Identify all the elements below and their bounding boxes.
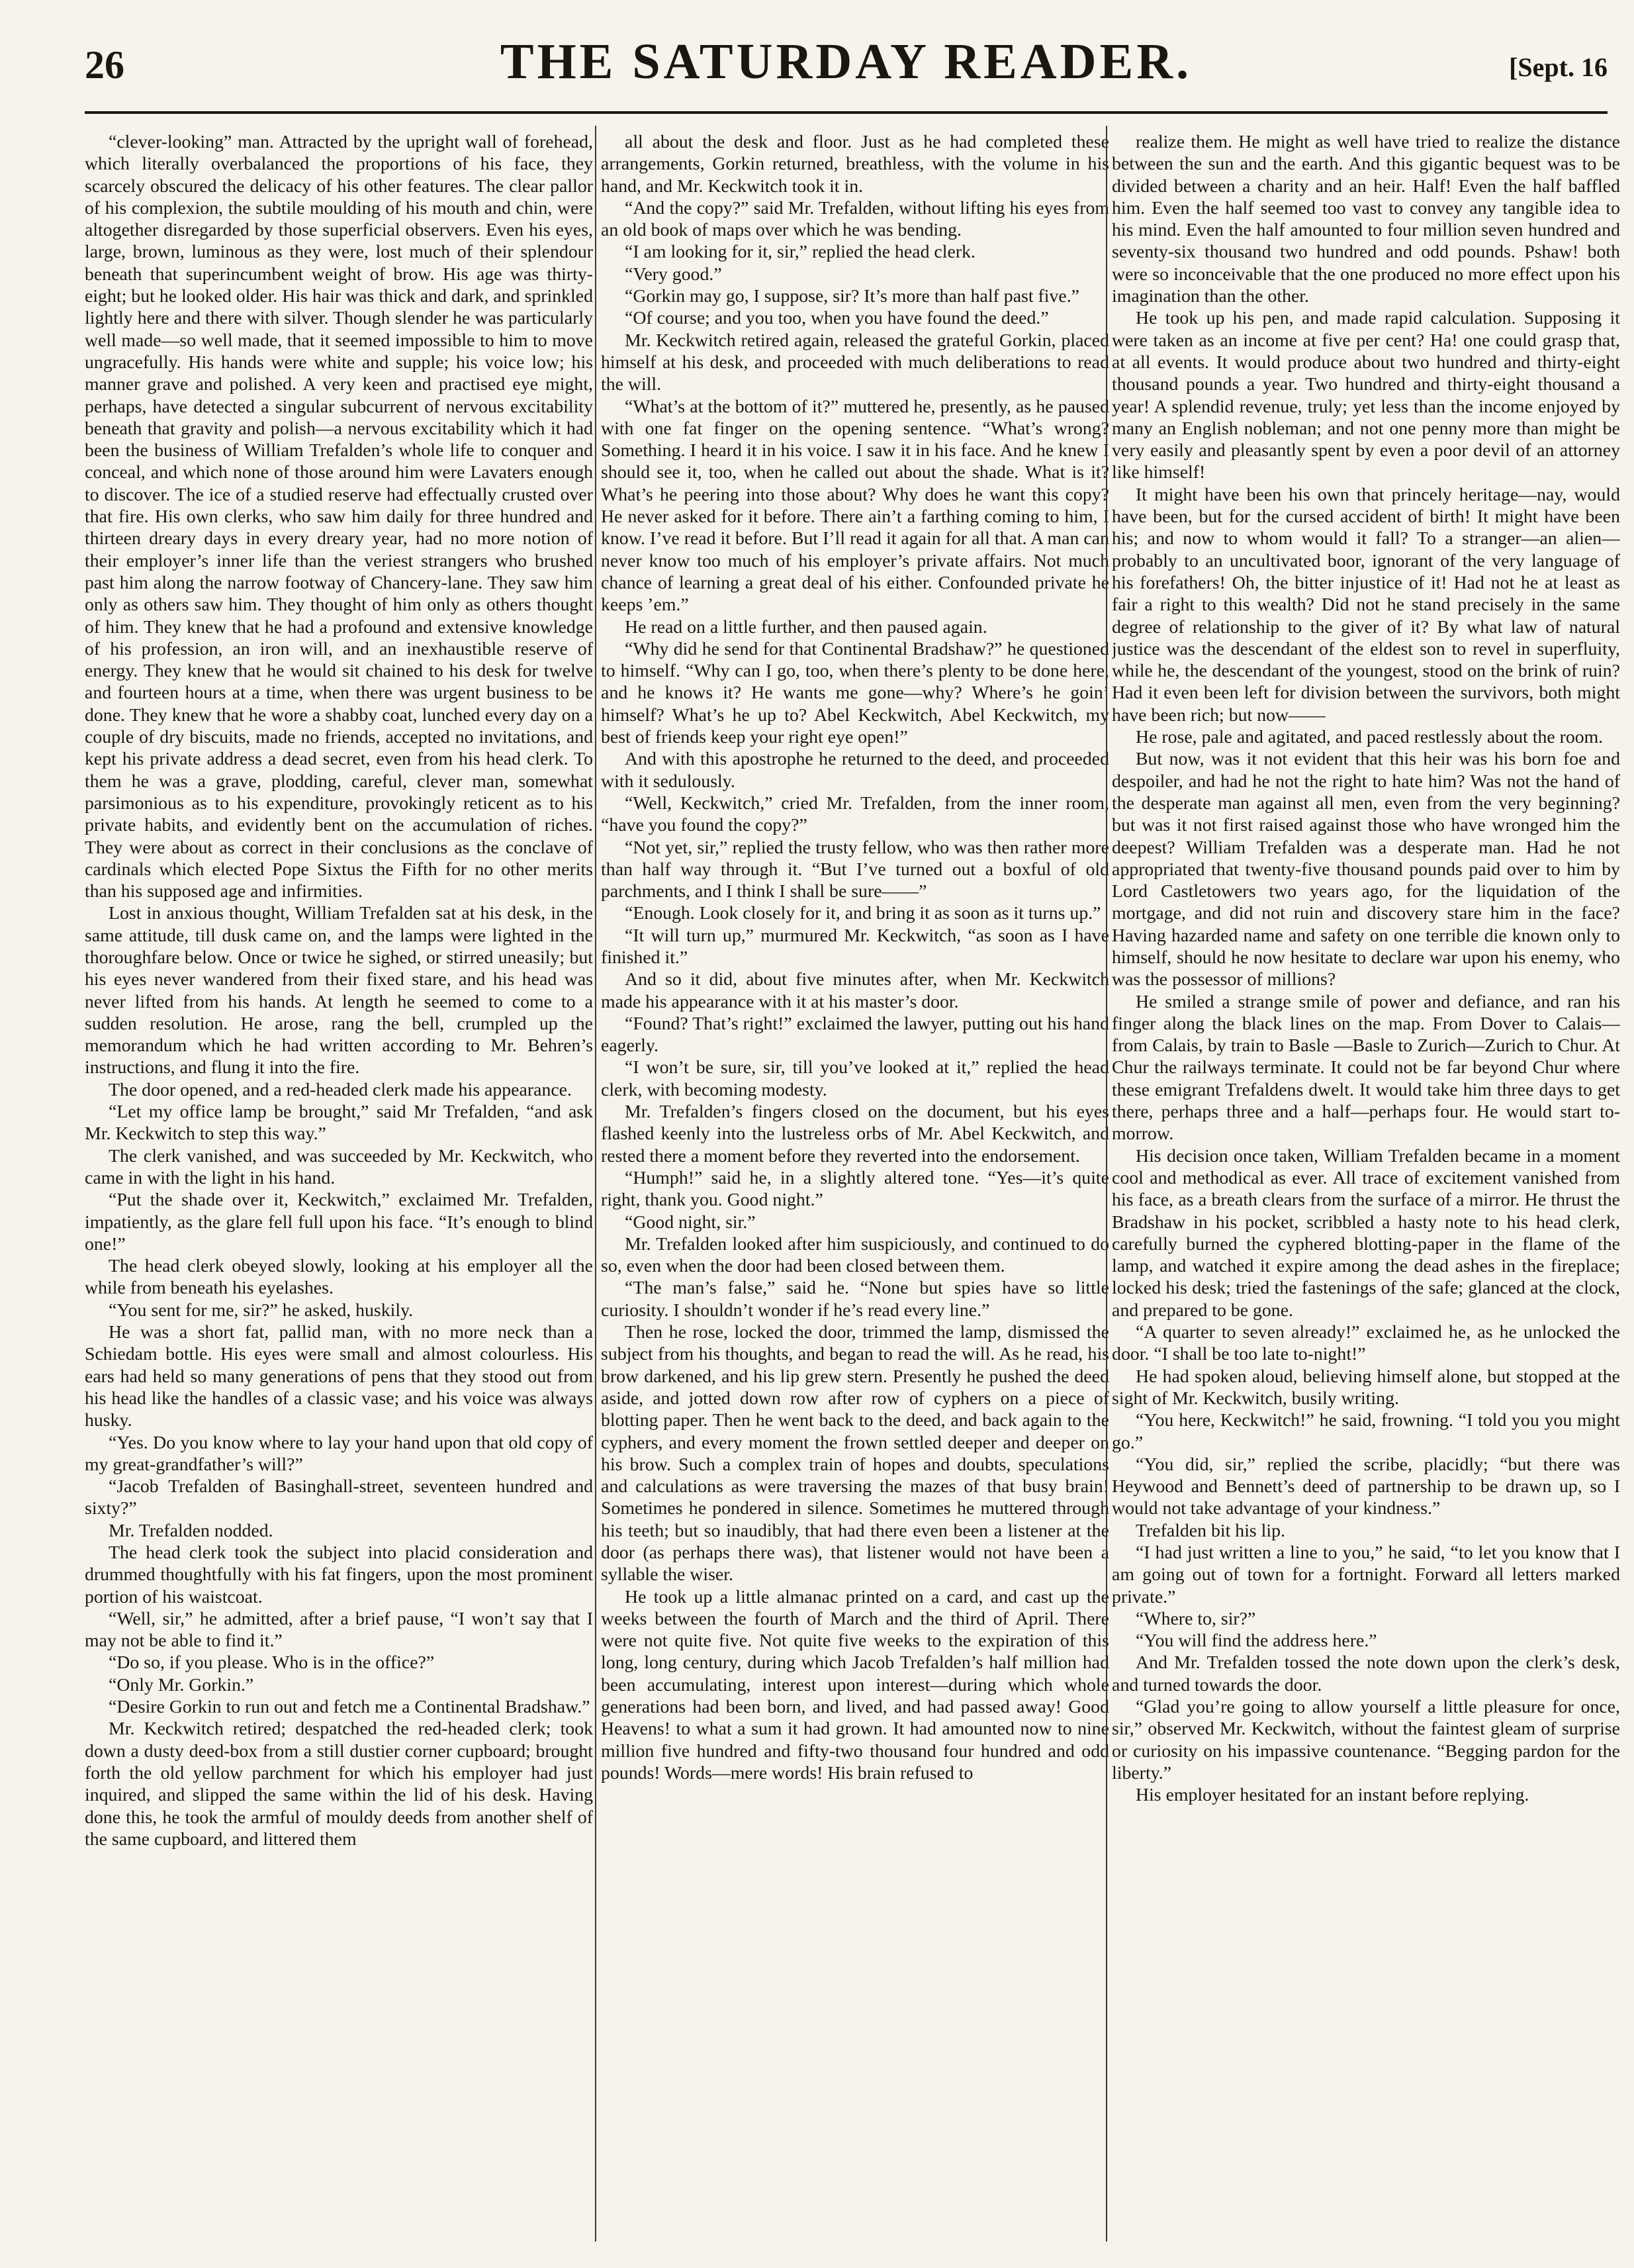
column-divider — [1106, 126, 1107, 2242]
article-paragraph: And Mr. Trefalden tossed the note down upon the clerk’s desk, and turned towards the door. — [1112, 1652, 1620, 1695]
article-paragraph: “A quarter to seven already!” exclaimed he, as he unlocked the door. “I shall be too late to-night!” — [1112, 1322, 1620, 1365]
article-paragraph: Trefalden bit his lip. — [1136, 1520, 1285, 1541]
article-paragraph: The head clerk obeyed slowly, looking at his employer all the while from beneath his eyelashes. — [85, 1256, 593, 1299]
issue-date: [Sept. 16 — [1509, 52, 1608, 82]
article-paragraph: Mr. Keckwitch retired; despatched the red-headed clerk; took down a dusty deed-box from a still dustier corner cupboard; brought forth the old yellow parchment for which his employer had just inquired, and slipped the same within the lid of his desk. Having done this, he took the armful of mouldy deeds from another shelf of the same cupboard, and littered them — [85, 1719, 593, 1850]
article-paragraph: “Good night, sir.” — [625, 1211, 756, 1233]
article-paragraph: He rose, pale and agitated, and paced restlessly about the room. — [1136, 727, 1604, 748]
article-paragraph: “Glad you’re going to allow yourself a little pleasure for once, sir,” observed Mr. Keckwitch, without the faintest gleam of surprise or curiosity on his impassive countenance. “Begging pardon for the liberty.” — [1112, 1697, 1620, 1783]
article-paragraph: He took up a little almanac printed on a card, and cast up the weeks between the fourth of March and the third of April. There were not quite five. Not quite five weeks to the expiration of this long, long century, during which Jacob Trefalden’s half million had been accumulating, interest upon interest—during which whole generations had been born, and lived, and had passed away! Good Heavens! to what a sum it had grown. It had amounted now to nine million five hundred and fifty-two thousand four hundred and odd pounds! Words—mere words! His brain refused to — [601, 1586, 1109, 1783]
article-paragraph: “Where to, sir?” — [1136, 1608, 1256, 1629]
article-paragraph: “It will turn up,” murmured Mr. Keckwitch, “as soon as I have finished it.” — [601, 925, 1109, 968]
article-paragraph: “Very good.” — [625, 263, 722, 285]
article-paragraph: Mr. Keckwitch retired again, released the grateful Gorkin, placed himself at his desk, and proceeded with much deliberations to read the will. — [601, 330, 1109, 395]
article-paragraph: “You will find the address here.” — [1136, 1630, 1377, 1652]
article-paragraph: “Found? That’s right!” exclaimed the lawyer, putting out his hand eagerly. — [601, 1013, 1109, 1057]
article-paragraph: “I am looking for it, sir,” replied the head clerk. — [625, 242, 976, 263]
article-paragraph: It might have been his own that princely heritage—nay, would have been, but for the cursed accident of birth! It might have been his; and now to whom would it fall? To a stranger—an alien—probably to an uncultivated boor, ignorant of the very language of his forefathers! Oh, the bitter injustice of it! Had not he at least as fair a right to this wealth? Did not he stand precisely in the same degree of relationship to the giver of it? By what law of natural justice was the descendant of the eldest son to revel in superfluity, while he, the descendant of the youngest, stood on the brink of ruin? Had it even been left for division between the survivors, both might have been rich; but now—— — [1112, 484, 1620, 726]
article-paragraph: “Of course; and you too, when you have found the deed.” — [625, 308, 1049, 329]
article-paragraph: “Well, sir,” he admitted, after a brief pause, “I won’t say that I may not be able to find it.” — [85, 1608, 593, 1652]
article-paragraph: Mr. Trefalden’s fingers closed on the document, but his eyes flashed keenly into the lustreless orbs of Mr. Abel Keckwitch, and rested there a moment before they reverted into the endorsement. — [601, 1102, 1109, 1166]
article-paragraph: His employer hesitated for an instant before replying. — [1136, 1785, 1529, 1806]
text-column-2 — [601, 131, 1109, 2236]
article-paragraph: He took up his pen, and made rapid calculation. Supposing it were taken as an income at five per cent? Ha! one could grasp that, at all events. It would produce about two hundred and thirty-eight thousand pounds a year. Two hundred and thirty-eight thousand a year! A splendid revenue, truly; yet less than the income enjoyed by many an English nobleman; and not one penny more than might be very easily and pleasantly spent by even a poor devil of an attorney like himself! — [1112, 308, 1620, 483]
column-divider — [595, 126, 596, 2242]
article-paragraph: Lost in anxious thought, William Trefalden sat at his desk, in the same attitude, till dusk came on, and the lamps were lighted in the thoroughfare below. Once or twice he sighed, or stirred uneasily; but his eyes never wandered from their fixed stare, and his head was never lifted from his hands. At length he seemed to come to a sudden resolution. He arose, rang the bell, crumpled up the memorandum which he had written according to Mr. Behren’s instructions, and flung it into the fire. — [85, 903, 593, 1078]
article-paragraph: “And the copy?” said Mr. Trefalden, without lifting his eyes from an old book of maps over which he was bending. — [601, 197, 1109, 241]
article-paragraph: “Humph!” said he, in a slightly altered tone. “Yes—it’s quite right, thank you. Good night.” — [601, 1167, 1109, 1211]
text-column-3 — [1112, 131, 1620, 2236]
header-rule — [85, 111, 1608, 114]
article-paragraph: “Gorkin may go, I suppose, sir? It’s more than half past five.” — [625, 286, 1080, 307]
article-paragraph: “You sent for me, sir?” he asked, huskily. — [109, 1299, 414, 1321]
article-paragraph: But now, was it not evident that this heir was his born foe and despoiler, and had he not the right to hate him? Was not the hand of the desperate man against all men, even from the very beginning? but was it not first raised against those who have wronged him the deepest? William Trefalden was a desperate man. Had he not appropriated that twenty-five thousand pounds paid over to him by Lord Castletowers two years ago, for the liquidation of the mortgage, and did not ruin and discovery stare him in the face? Having hazarded name and safety on one terrible die known only to himself, should he now hesitate to declare war upon his enemy, who was the possessor of millions? — [1112, 749, 1620, 990]
article-paragraph: He was a short fat, pallid man, with no more neck than a Schiedam bottle. His eyes were small and almost colourless. His ears had held so many generations of pens that they stood out from his head like the handles of a classic vase; and his voice was always husky. — [85, 1322, 593, 1431]
article-paragraph: “You here, Keckwitch!” he said, frowning. “I told you you might go.” — [1112, 1410, 1620, 1453]
article-paragraph: Mr. Trefalden looked after him suspiciously, and continued to do so, even when the door had been closed between them. — [601, 1233, 1109, 1277]
article-paragraph: And with this apostrophe he returned to the deed, and proceeded with it sedulously. — [601, 749, 1109, 792]
article-paragraph: “clever-looking” man. Attracted by the upright wall of forehead, which literally overbalanced the proportions of his face, they scarcely obscured the delicacy of his other features. The clear pallor of his complexion, the subtile moulding of his mouth and chin, were altogether disregarded by those superficial observers. Even his eyes, large, brown, luminous as they were, lost much of their splendour beneath that superincumbent weight of brow. His age was thirty-eight; but he looked older. His hair was thick and dark, and sprinkled lightly here and there with silver. Though slender he was particularly well made—so well made, that it seemed impossible to him to move ungracefully. His hands were white and supple; his voice low; his manner grave and polished. A very keen and practised eye might, perhaps, have detected a singular subcurrent of nervous excitability beneath that gravity and polish—a nervous excitability which it had been the business of William Trefalden’s whole life to conquer and conceal, and which none of those around him were Lavaters enough to discover. The ice of a studied reserve had effectually crusted over that fire. His own clerks, who saw him daily for three hundred and thirteen dreary days in every dreary year, had no more notion of their employer’s inner life than the veriest strangers who brushed past him along the narrow footway of Chancery-lane. They saw him only as others saw him. They thought of him only as others thought of him. They knew that he had a profound and extensive knowledge of his profession, an iron will, and an inexhaustible reserve of energy. They knew that he would sit chained to his desk for twelve and fourteen hours at a time, when there was urgent business to be done. They knew that he wore a shabby coat, lunched every day on a couple of dry biscuits, made no friends, accepted no invitations, and kept his private address a dead secret, even from his head clerk. To them he was a grave, plodding, careful, clever man, somewhat parsimonious as to his expenditure, provokingly reticent as to his private habits, and evidently bent on the accumulation of riches. They were about as correct in their conclusions as the conclave of cardinals which elected Pope Sixtus the Fifth for no other merits than his supposed age and infirmities. — [85, 132, 593, 902]
article-paragraph: He read on a little further, and then paused again. — [625, 616, 987, 638]
article-paragraph: “Well, Keckwitch,” cried Mr. Trefalden, from the inner room, “have you found the copy?” — [601, 792, 1109, 836]
article-paragraph: Mr. Trefalden nodded. — [109, 1520, 273, 1541]
article-paragraph: “Jacob Trefalden of Basinghall-street, seventeen hundred and sixty?” — [85, 1476, 593, 1519]
article-paragraph: “Put the shade over it, Keckwitch,” exclaimed Mr. Trefalden, impatiently, as the glare fell full upon his face. “It’s enough to blind one!” — [85, 1190, 593, 1254]
article-paragraph: “Not yet, sir,” replied the trusty fellow, who was then rather more than half way through it. “But I’ve turned out a boxful of old parchments, and I think I shall be sure——” — [601, 837, 1109, 902]
page-number: 26 — [85, 43, 124, 87]
article-paragraph: “What’s at the bottom of it?” muttered he, presently, as he paused with one fat finger on the opening sentence. “What’s wrong? Something. I heard it in his voice. I saw it in his face. And he knew I should see it, too, when he called out about the shade. What is it? What’s he peering into those about? Why does he want this copy? He never asked for it before. There ain’t a farthing coming to him, I know. I’ve read it before. But I’ll read it again for all that. A man can never know too much of his employer’s private affairs. Not much chance of learning a great deal of his either. Confounded private he keeps ’em.” — [601, 396, 1109, 616]
article-paragraph: And so it did, about five minutes after, when Mr. Keckwitch made his appearance with it at his master’s door. — [601, 969, 1109, 1012]
text-column-1 — [85, 131, 593, 2236]
article-paragraph: “I had just written a line to you,” he said, “to let you know that I am going out of town for a fortnight. Forward all letters marked private.” — [1112, 1542, 1620, 1607]
article-paragraph: “Yes. Do you know where to lay your hand upon that old copy of my great-grandfather’s will?” — [85, 1432, 593, 1475]
article-paragraph: “Let my office lamp be brought,” said Mr Trefalden, “and ask Mr. Keckwitch to step this way.” — [85, 1102, 593, 1145]
article-paragraph: He smiled a strange smile of power and defiance, and ran his finger along the black lines on the map. From Dover to Calais—from Calais, by train to Basle —Basle to Zurich—Zurich to Chur. At Chur the railways terminate. It could not be far beyond Chur where these emigrant Trefaldens dwelt. It would take him three days to get there, perhaps three and a half—perhaps four. He would start to-morrow. — [1112, 991, 1620, 1145]
article-paragraph: Then he rose, locked the door, trimmed the lamp, dismissed the subject from his thoughts, and began to read the will. As he read, his brow darkened, and his lip grew stern. Presently he pushed the deed aside, and jotted down row after row of cyphers on a piece of blotting paper. Then he went back to the deed, and back again to the cyphers, and every moment the frown settled deeper and deeper on his brow. Such a complex train of hopes and doubts, speculations and calculations as were traversing the mazes of that busy brain! Sometimes he pondered in silence. Sometimes he muttered through his teeth; but so inaudibly, that had there even been a listener at the door (as perhaps there was), that listener would not have been a syllable the wiser. — [601, 1322, 1109, 1585]
article-paragraph: The door opened, and a red-headed clerk made his appearance. — [109, 1079, 572, 1100]
article-paragraph: He had spoken aloud, believing himself alone, but stopped at the sight of Mr. Keckwitch, busily writing. — [1112, 1366, 1620, 1409]
article-paragraph: “Enough. Look closely for it, and bring it as soon as it turns up.” — [625, 903, 1101, 924]
article-paragraph: “The man’s false,” said he. “None but spies have so little curiosity. I shouldn’t wonder if he’s read every line.” — [601, 1278, 1109, 1321]
masthead-title: THE SATURDAY READER. — [500, 34, 1193, 89]
article-paragraph: “Why did he send for that Continental Bradshaw?” he questioned to himself. “Why can I go, too, when there’s plenty to be done here, and he knows it? He wants me gone—why? Where’s he goin’ himself? What’s he up to? Abel Keckwitch, Abel Keckwitch, my best of friends keep your right eye open!” — [601, 638, 1109, 748]
article-paragraph: “You did, sir,” replied the scribe, placidly; “but there was Heywood and Bennett’s deed of partnership to be drawn up, so I would not take advantage of your kindness.” — [1112, 1454, 1620, 1519]
article-paragraph: The head clerk took the subject into placid consideration and drummed thoughtfully with his fat fingers, upon the most prominent portion of his waistcoat. — [85, 1542, 593, 1607]
article-paragraph: “Desire Gorkin to run out and fetch me a Continental Bradshaw.” — [109, 1697, 590, 1718]
article-paragraph: all about the desk and floor. Just as he had completed these arrangements, Gorkin returned, breathless, with the volume in his hand, and Mr. Keckwitch took it in. — [601, 132, 1109, 197]
article-paragraph: The clerk vanished, and was succeeded by Mr. Keckwitch, who came in with the light in his hand. — [85, 1145, 593, 1188]
article-paragraph: His decision once taken, William Trefalden became in a moment cool and methodical as ever. All trace of excitement vanished from his face, as a breath clears from the surface of a mirror. He thrust the Bradshaw in his pocket, scribbled a hasty note to his head clerk, carefully burned the cyphered blotting-paper in the flame of the lamp, and watched it expire among the dead ashes in the fireplace; locked his desk; tried the fastenings of the safe; glanced at the clock, and prepared to be gone. — [1112, 1145, 1620, 1321]
article-paragraph: “Only Mr. Gorkin.” — [109, 1674, 254, 1695]
article-paragraph: realize them. He might as well have tried to realize the distance between the sun and the earth. And this gigantic bequest was to be divided between a charity and an heir. Half! Even the half baffled him. Even the half seemed too vast to convey any tangible idea to his mind. Even the half amounted to four million seven hundred and seventy-six thousand two hundred and odd pounds. Pshaw! both were so inconceivable that the one produced no more effect upon his imagination than the other. — [1112, 132, 1620, 307]
article-paragraph: “Do so, if you please. Who is in the office?” — [109, 1652, 435, 1674]
page-header — [85, 29, 1608, 103]
article-paragraph: “I won’t be sure, sir, till you’ve looked at it,” replied the head clerk, with becoming modesty. — [601, 1057, 1109, 1100]
